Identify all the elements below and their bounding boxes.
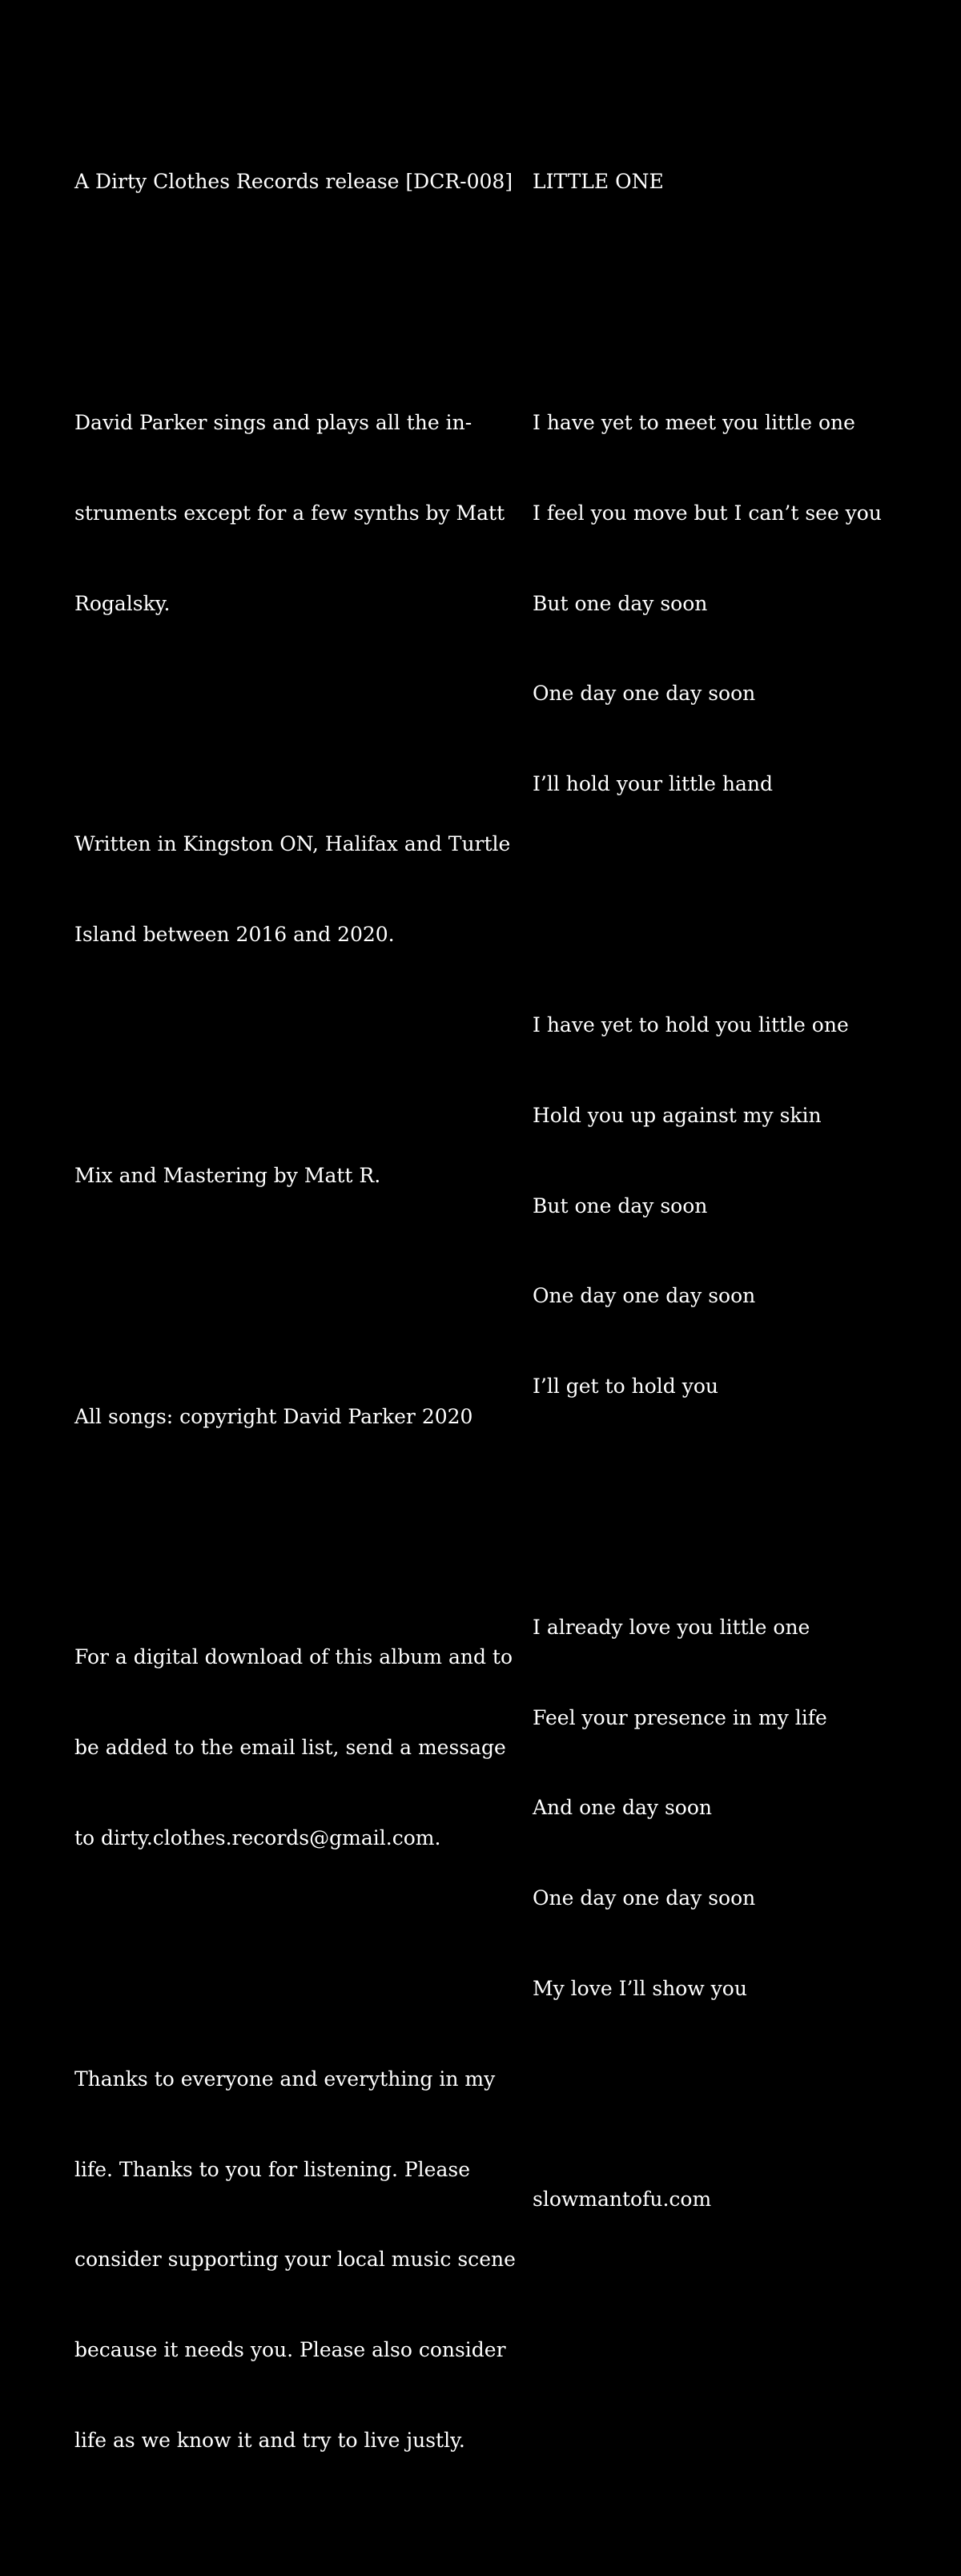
lyric-line: But one day soon bbox=[533, 1193, 708, 1218]
lyric-line: I already love you little one bbox=[533, 1615, 810, 1639]
verse-3 bbox=[533, 1552, 933, 2064]
mix-info bbox=[74, 1101, 507, 1251]
lyric-line: I have yet to meet you little one bbox=[533, 411, 855, 435]
lyric-line: I’ll get to hold you bbox=[533, 1375, 718, 1399]
lyrics-column bbox=[533, 46, 933, 2244]
performers-line: struments except for a few synths by Matt bbox=[74, 501, 505, 525]
release-line: A Dirty Clothes Records release [DCR-008] bbox=[74, 170, 513, 194]
thanks-line: consider supporting your local music scene bbox=[74, 2248, 516, 2272]
written-line: Island between 2016 and 2020. bbox=[74, 923, 395, 947]
thanks-info bbox=[74, 2004, 516, 2516]
performers-line: David Parker sings and plays all the in- bbox=[74, 411, 472, 435]
lyric-line: Hold you up against my skin bbox=[533, 1103, 822, 1127]
thanks-line: because it needs you. Please also consider bbox=[74, 2338, 506, 2362]
performers-info bbox=[74, 348, 507, 679]
credits-column bbox=[74, 46, 516, 2576]
lyric-line: I’ll hold your little hand bbox=[533, 772, 773, 796]
lyric-line: I have yet to hold you little one bbox=[533, 1013, 849, 1036]
lyric-line: One day one day soon bbox=[533, 1284, 756, 1308]
thanks-line: life. Thanks to you for listening. Please bbox=[74, 2157, 471, 2181]
copyright-line: All songs: copyright David Parker 2020 bbox=[74, 1404, 473, 1428]
lyric-line: One day one day soon bbox=[533, 1886, 756, 1910]
website-link[interactable]: slowmantofu.com bbox=[533, 2188, 712, 2212]
lyric-line: My love I’ll show you bbox=[533, 1977, 747, 2000]
mix-line: Mix and Mastering by Matt R. bbox=[74, 1163, 381, 1187]
thanks-line: Thanks to everyone and everything in my bbox=[74, 2067, 496, 2091]
download-line: to dirty.clothes.records@gmail.com. bbox=[74, 1826, 441, 1850]
lyric-line: Feel your presence in my life bbox=[533, 1705, 827, 1729]
verse-2 bbox=[533, 950, 933, 1462]
thanks-line: life as we know it and try to live justly. bbox=[74, 2428, 465, 2452]
copyright-info bbox=[74, 1342, 507, 1492]
written-info bbox=[74, 769, 511, 1010]
lyric-line: One day one day soon bbox=[533, 682, 756, 706]
lyric-line: But one day soon bbox=[533, 591, 708, 615]
song-title-block bbox=[533, 107, 933, 257]
written-line: Written in Kingston ON, Halifax and Turtle bbox=[74, 832, 511, 856]
release-info bbox=[74, 107, 513, 257]
download-line: be added to the email list, send a message bbox=[74, 1736, 506, 1760]
lyric-line: And one day soon bbox=[533, 1796, 713, 1820]
download-info bbox=[74, 1582, 513, 1914]
download-line: For a digital download of this album and to bbox=[74, 1645, 513, 1669]
verse-1 bbox=[533, 348, 933, 859]
song-title: LITTLE ONE bbox=[533, 170, 664, 194]
performers-line: Rogalsky. bbox=[74, 591, 171, 615]
lyric-line: I feel you move but I can’t see you bbox=[533, 501, 882, 525]
